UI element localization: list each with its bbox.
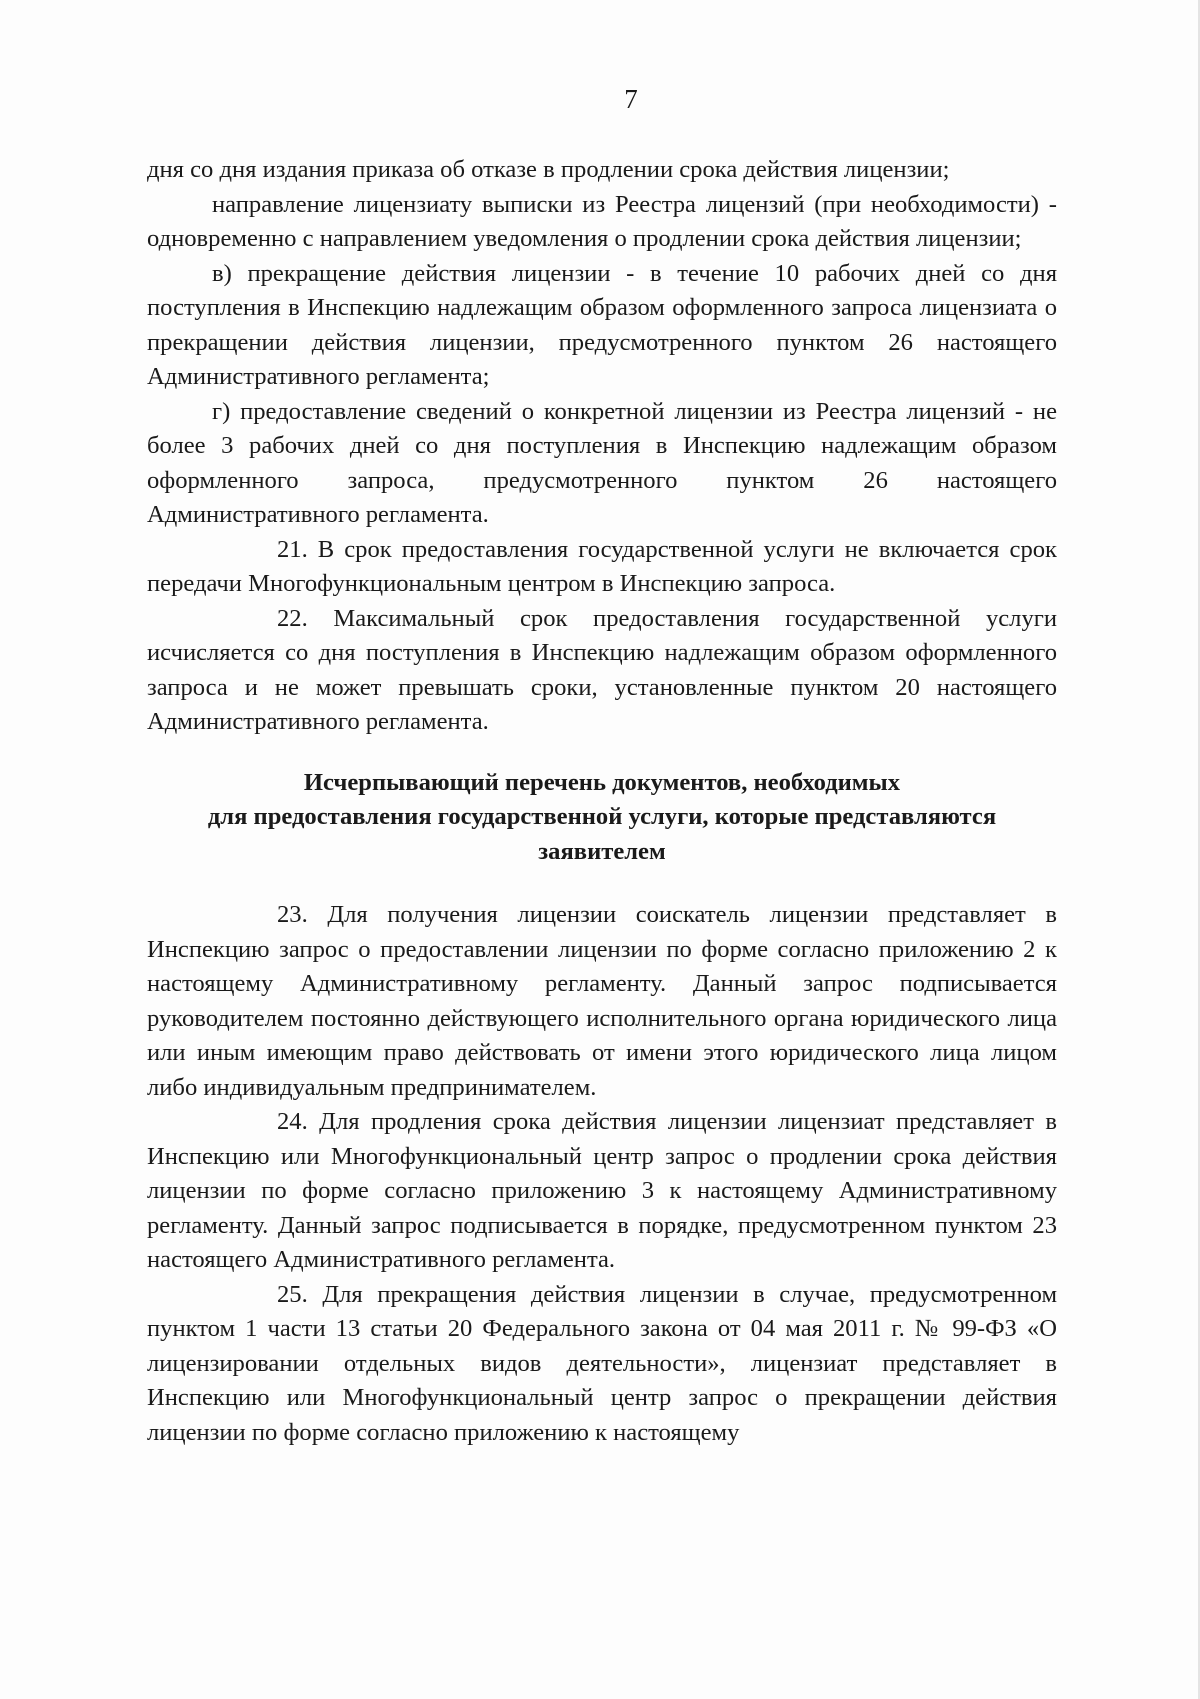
section-heading xyxy=(147,766,1057,870)
paragraph-number: 22. xyxy=(277,604,308,632)
numbered-paragraph xyxy=(147,533,1057,602)
paragraph-number: 21. xyxy=(277,535,308,563)
page-number: 7 xyxy=(624,84,638,114)
paragraph-text: Для прекращения действия лицензии в случае, предусмотренном пунктом 1 части 13 статьи 20 Федерального закона от 04 мая 2011 г. № 99-ФЗ «О лицензировании отдельных видов деятельности», лицензиат представляет в Инспекцию или Многофункциональный центр запрос о прекращении действия лицензии по форме согласно приложению к настоящему xyxy=(147,1280,1058,1446)
paragraph-text: Максимальный срок предоставления государственной услуги исчисляется со дня поступления в Инспекцию надлежащим образом оформленного запроса и не может превышать сроки, установленные пунктом 20 настоящего Административного регламента. xyxy=(147,604,1057,735)
paragraph-number: 24. xyxy=(277,1108,308,1135)
numbered-paragraph xyxy=(147,1278,1057,1451)
paragraph xyxy=(147,153,1057,188)
paragraph xyxy=(147,257,1057,395)
section-heading-line: для предоставления государственной услуги, которые представляются xyxy=(207,803,997,830)
paragraph-number: 23. xyxy=(277,901,308,928)
paragraph-text: дня со дня издания приказа об отказе в продлении срока действия лицензии; xyxy=(147,156,950,183)
paragraph-text: г) предоставление сведений о конкретной лицензии из Реестра лицензий - не более 3 рабочих дней со дня поступления в Инспекцию надлежащим образом оформленного запроса, предусмотренного пунктом 26 настоящего Административного регламента. xyxy=(147,397,1057,528)
numbered-paragraph xyxy=(147,898,1057,1105)
numbered-paragraph xyxy=(147,1105,1057,1278)
paragraph xyxy=(147,188,1057,257)
numbered-paragraph xyxy=(147,602,1057,740)
paragraph-text: Для получения лицензии соискатель лицензии представляет в Инспекцию запрос о предоставлении лицензии по форме согласно приложению 2 к настоящему Административному регламенту. Данный запрос подписывается руководителем постоянно действующего исполнительного органа юридического лица или иным имеющим право действовать от имени этого юридического лица лицом либо индивидуальным предпринимателем. xyxy=(147,901,1057,1101)
paragraph xyxy=(147,395,1057,533)
paragraph-text: направление лицензиату выписки из Реестра лицензий (при необходимости) - одновременно с направлением уведомления о продлении срока действия лицензии; xyxy=(147,190,1057,252)
section-heading-line: Исчерпывающий перечень документов, необходимых xyxy=(303,768,901,796)
section-heading-line: заявителем xyxy=(538,837,666,865)
paragraph-text: Для продления срока действия лицензии лицензиат представляет в Инспекцию или Многофункциональный центр запрос о продлении срока действия лицензии по форме согласно приложению 3 к настоящему Административному регламенту. Данный запрос подписывается в порядке, предусмотренном пунктом 23 настоящего Административного регламента. xyxy=(147,1108,1057,1273)
document-body xyxy=(147,153,1057,1450)
paragraph-number: 25. xyxy=(277,1280,308,1308)
paragraph-text: В срок предоставления государственной услуги не включается срок передачи Многофункциональным центром в Инспекцию запроса. xyxy=(147,535,1057,597)
paragraph-text: в) прекращение действия лицензии - в течение 10 рабочих дней со дня поступления в Инспекцию надлежащим образом оформленного запроса лицензиата о прекращении действия лицензии, предусмотренного пунктом 26 настоящего Административного регламента; xyxy=(147,259,1057,390)
